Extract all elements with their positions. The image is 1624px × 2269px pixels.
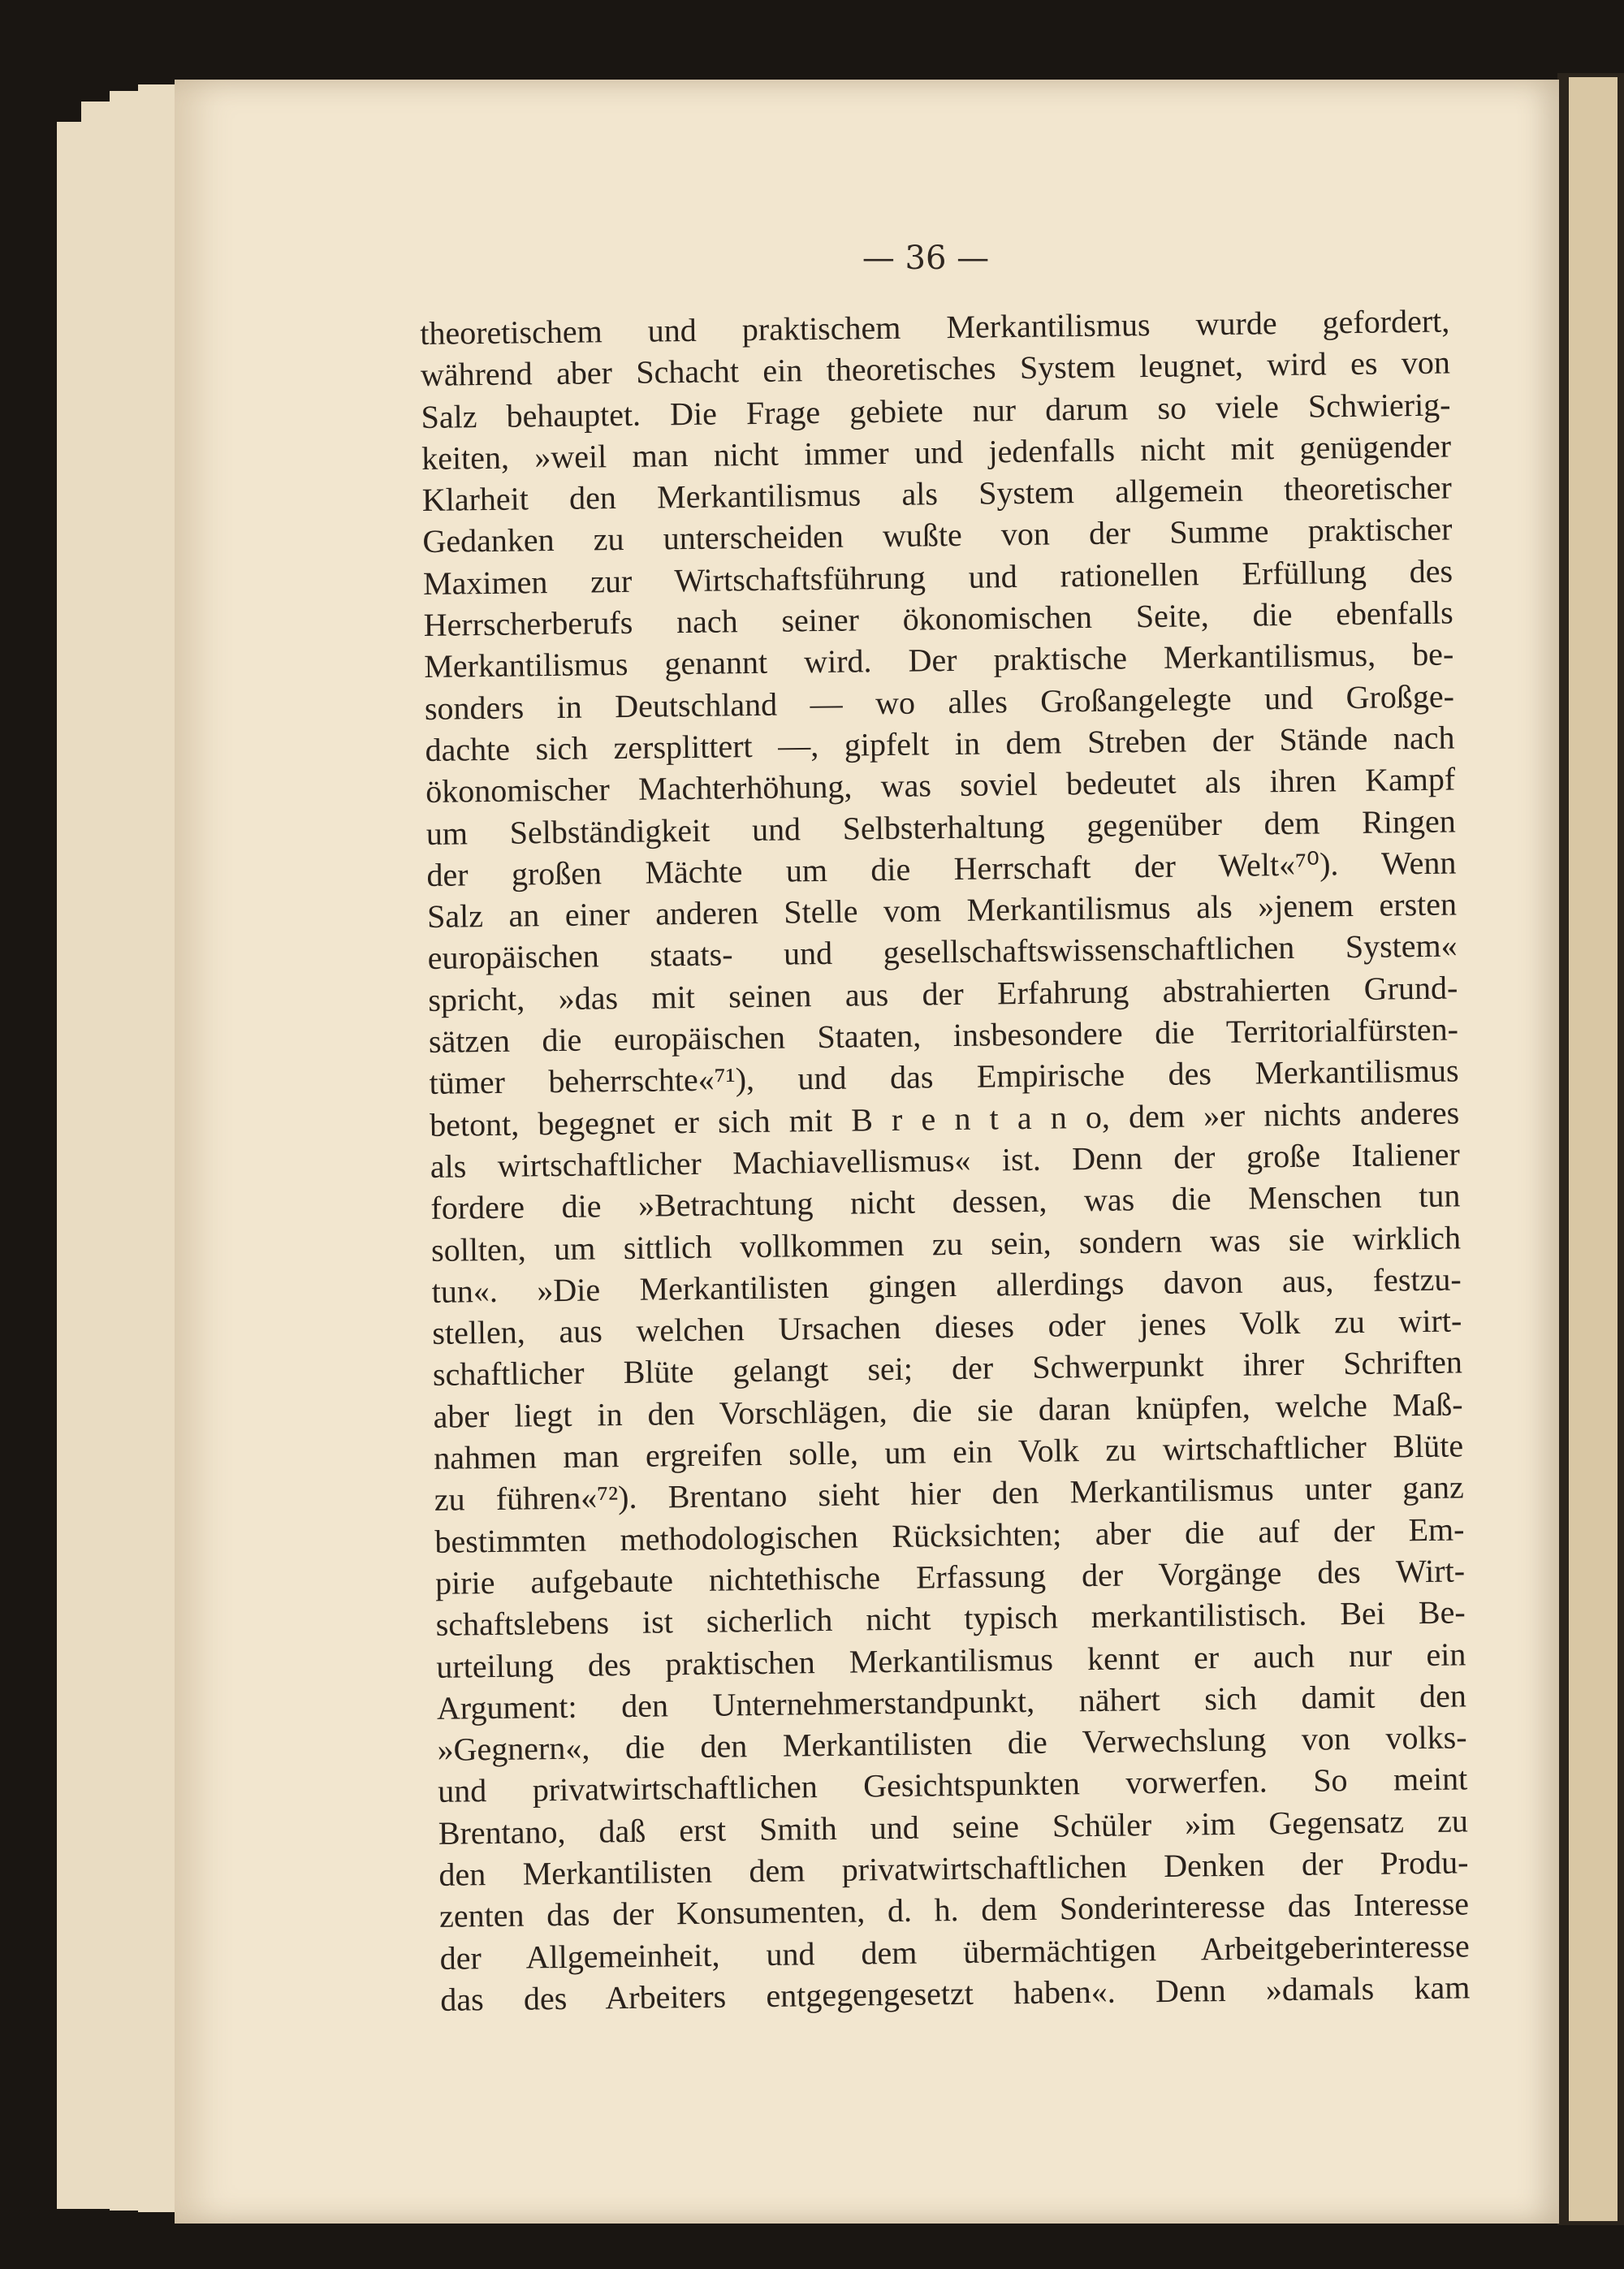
text-line: sonders in Deutschland — wo alles Großangelegte und Großge-	[424, 677, 1455, 727]
text-line: aber liegt in den Vorschlägen, die sie daran knüpfen, welche Maß-	[433, 1385, 1463, 1435]
text-line: urteilung des praktischen Merkantilismus kennt er auch nur ein	[436, 1635, 1466, 1685]
next-page-edge	[1569, 77, 1618, 2221]
text-line: Salz an einer anderen Stelle vom Merkantilismus als »jenem ersten	[426, 885, 1458, 936]
page-number: — 36 —	[862, 240, 990, 277]
text-line: und privatwirtschaftlichen Gesichtspunkten vorwerfen. So meint	[437, 1760, 1468, 1810]
text-line: pirie aufgebaute nichtethische Erfassung der Vorgänge des Wirt-	[434, 1552, 1466, 1601]
text-line: der Allgemeinheit, und dem übermächtigen Arbeitgeberinteresse	[439, 1926, 1470, 1977]
text-line: sätzen die europäischen Staaten, insbesondere die Territorialfürsten-	[428, 1010, 1459, 1060]
text-line: Herrscherberufs nach seiner ökonomischen Seite, die ebenfalls	[423, 594, 1453, 644]
text-line: »Gegnern«, die den Merkantilisten die Verwechslung von volks-	[437, 1718, 1467, 1768]
text-line: Maximen zur Wirtschaftsführung und rationellen Erfüllung des	[422, 552, 1453, 602]
text-line: schaftlicher Blüte gelangt sei; der Schwerpunkt ihrer Schriften	[432, 1343, 1463, 1394]
text-line: Argument: den Unternehmerstandpunkt, nähert sich damit den	[436, 1677, 1467, 1727]
text-line: sollten, um sittlich vollkommen zu sein, sondern was sie wirklich	[430, 1218, 1462, 1268]
text-line: um Selbständigkeit und Selbsterhaltung gegenüber dem Ringen	[425, 802, 1457, 852]
text-line: nahmen man ergreifen solle, um ein Volk zu wirtschaftlicher Blüte	[433, 1427, 1464, 1476]
text-line: Klarheit den Merkantilismus als System allgemein theoretischer	[421, 469, 1452, 519]
text-line: Gedanken zu unterscheiden wußte von der Summe praktischer	[422, 510, 1453, 560]
text-line: den Merkantilisten dem privatwirtschaftlichen Denken der Produ-	[438, 1843, 1469, 1893]
text-line: der großen Mächte um die Herrschaft der Welt«⁷⁰). Wenn	[426, 844, 1457, 893]
text-line: Merkantilismus genannt wird. Der praktische Merkantilismus, be-	[424, 635, 1454, 685]
text-line: zu führen«⁷²). Brentano sieht hier den Merkantilismus unter ganz	[434, 1468, 1465, 1519]
text-line: spricht, »das mit seinen aus der Erfahrung abstrahierten Grund-	[428, 969, 1458, 1018]
body-text	[420, 300, 1471, 2021]
text-line: keiten, »weil man nicht immer und jedenfalls nicht mit genügender	[421, 427, 1452, 477]
text-line: als wirtschaftlicher Machiavellismus« ist. Denn der große Italiener	[430, 1135, 1461, 1185]
text-line: stellen, aus welchen Ursachen dieses oder jenes Volk zu wirt-	[432, 1302, 1462, 1352]
text-line: Brentano, daß erst Smith und seine Schüler »im Gegensatz zu	[438, 1802, 1469, 1852]
text-line: fordere die »Betrachtung nicht dessen, was die Menschen tun	[430, 1177, 1461, 1227]
text-line: während aber Schacht ein theoretisches System leugnet, wird es von	[420, 344, 1451, 394]
text-line: bestimmten methodologischen Rücksichten; aber die auf der Em-	[434, 1511, 1465, 1560]
text-line: Salz behauptet. Die Frage gebiete nur darum so viele Schwierig-	[421, 386, 1451, 435]
text-line: dachte sich zersplittert —, gipfelt in dem Streben der Stände nach	[425, 719, 1455, 768]
text-line: das des Arbeiters entgegengesetzt haben«. Denn »damals kam	[440, 1969, 1471, 2018]
text-line: betont, begegnet er sich mit B r e n t a n o, dem »er nichts anderes	[429, 1094, 1460, 1143]
text-line: tun«. »Die Merkantilisten gingen allerdings davon aus, festzu-	[431, 1260, 1462, 1310]
text-line: europäischen staats- und gesellschaftswissenschaftlichen System«	[427, 927, 1458, 977]
text-line: ökonomischer Machterhöhung, was soviel bedeutet als ihren Kampf	[425, 760, 1456, 810]
text-line: schaftslebens ist sicherlich nicht typisch merkantilistisch. Bei Be-	[435, 1593, 1466, 1644]
text-line: tümer beherrschte«⁷¹), und das Empirische des Merkantilismus	[429, 1052, 1459, 1102]
text-line: zenten das der Konsumenten, d. h. dem Sonderinteresse das Interesse	[438, 1885, 1470, 1935]
text-line: theoretischem und praktischem Merkantilismus wurde gefordert,	[420, 302, 1450, 352]
